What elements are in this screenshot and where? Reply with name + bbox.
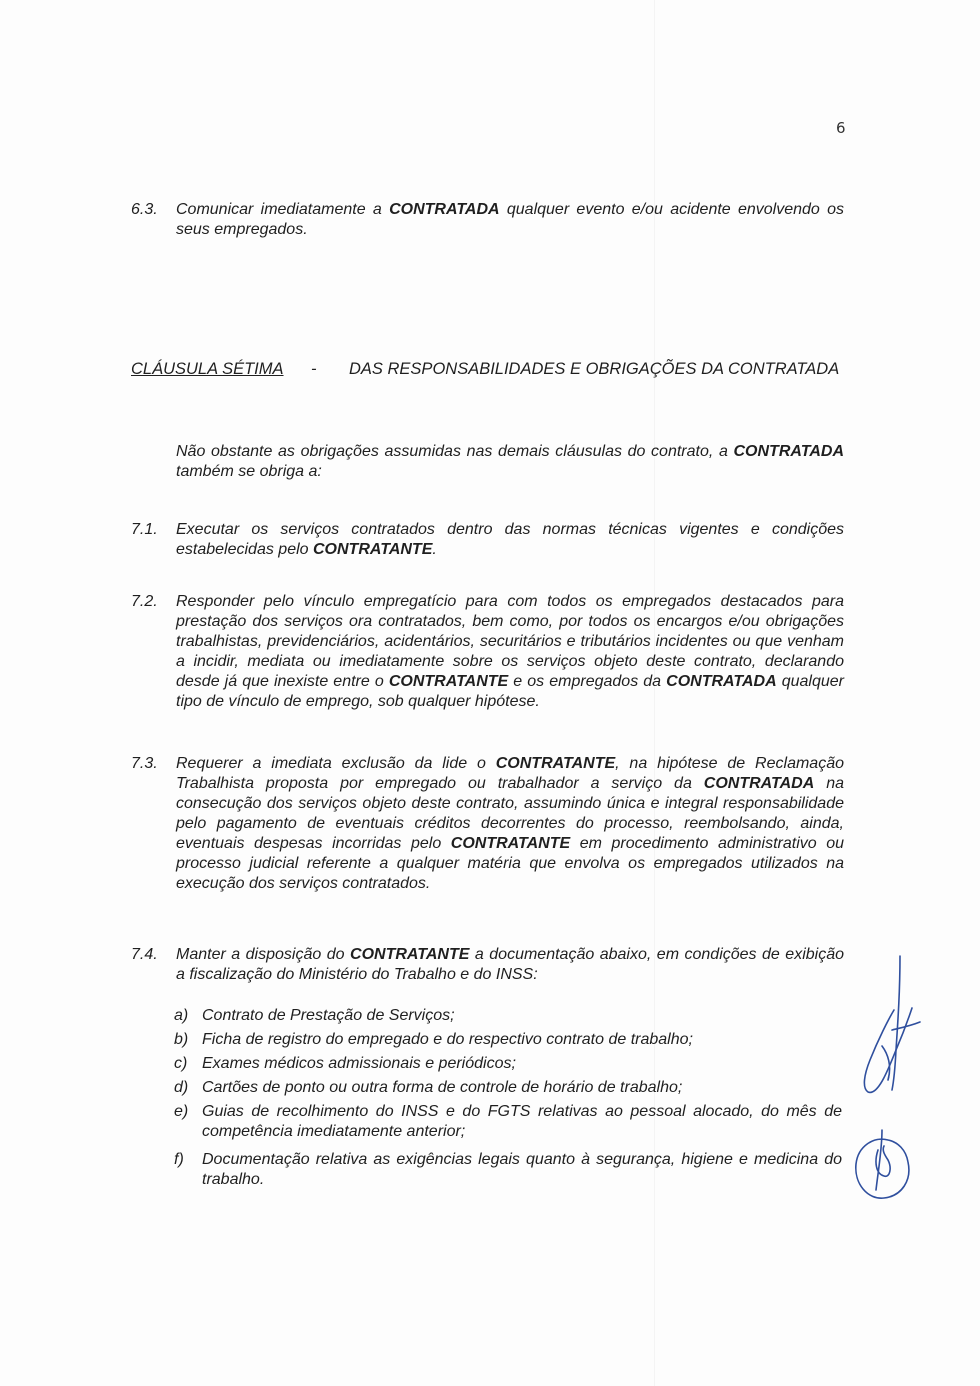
page-number: 6 xyxy=(836,119,846,137)
section-number-7-4: 7.4. xyxy=(131,946,158,963)
section-7-3-text: Requerer a imediata exclusão da lide o CONTRATANTE, na hipótese de Reclamação Trabalhista proposta por empregado ou trabalhador a serviço da CONTRATADA na consecução dos serviços objeto deste contrato, assumindo única e integral responsabilidade pelo pagamento de eventuais créditos decorrentes do processo, reembolsando, ainda, eventuais despesas incorridas pelo CONTRATANTE em procedimento administrativo ou processo judicial referente a qualquer matéria que envolva os empregados utilizados na execução dos serviços contratados. xyxy=(176,755,845,892)
section-7-1-text: Executar os serviços contratados dentro das normas técnicas vigentes e condições estabelecidas pelo CONTRATANTE. xyxy=(176,521,844,558)
clause-dash: - xyxy=(311,360,317,378)
section-6-3-text: Comunicar imediatamente a CONTRATADA qualquer evento e/ou acidente envolvendo os seus empregados. xyxy=(176,201,844,238)
handwritten-initials-signature xyxy=(848,950,928,1210)
document-page: 6 6.3. Comunicar imediatamente a CONTRATADA qualquer evento e/ou acidente envolvendo os seus empregados. CLÁUSULA SÉTIMA - DAS RESPONSABILIDADES E OBRIGAÇÕES DA CONTRATADA Não obstante as obrigações assumidas nas demais cláusulas do contrato, a CONTRATADA também se obriga a: 7.1. Executar os serviços contratados dentro das normas técnicas vigentes e condições estabelecidas pelo CONTRATANTE. 7.2. Responder pelo vínculo empregatício para com todos os empregados destacados para prestação dos serviços ora contratados, bem como, por todos os encargos e/ou obrigações trabalhistas, previdenciários, acidentários, securitários e tributários incidentes ou que venham a incidir, mediata ou imediatamente sobre os serviços objeto deste contrato, declarando desde já que inexiste entre o CONTRATANTE e os empregados da CONTRATADA qualquer tipo de vínculo de emprego, sob qualquer hipótese. 7.3. Requerer a imediata exclusão da lide o CONTRATANTE, na hipótese de Reclamação Trabalhista proposta por empregado ou trabalhador a serviço da CONTRATADA na consecução dos serviços objeto deste contrato, assumindo única e integral responsabilidade pelo pagamento de eventuais créditos decorrentes do processo, reembolsando, ainda, eventuais despesas incorridas pelo CONTRATANTE em procedimento administrativo ou processo judicial referente a qualquer matéria que envolva os empregados utilizados na execução dos serviços contratados. 7.4. Manter a disposição do CONTRATANTE a documentação abaixo, em condições de exibição a fiscalização do Ministério do Trabalho e do INSS: a) Contrato de Prestação de Serviços; b) Ficha de registro do empregado e do respectivo contrato de trabalho; c) Exames médicos admissionais e periódicos; d) Cartões de ponto ou outra forma de controle de horário de trabalho; e) Guias de recolhimento do INSS e do FGTS relativas ao pessoal alocado, do mês de competência imediatamente anterior; f) Documentação relativa as exigências legais quanto à segurança, higiene e medicina do trabalho. xyxy=(0,0,980,1386)
clause-title: CLÁUSULA SÉTIMA xyxy=(131,360,284,378)
section-number-7-2: 7.2. xyxy=(131,593,158,610)
section-number-7-1: 7.1. xyxy=(131,521,158,538)
section-7-2-text: Responder pelo vínculo empregatício para com todos os empregados destacados para prestação dos serviços ora contratados, bem como, por todos os encargos e/ou obrigações trabalhistas, previdenciários, acidentários, securitários e tributários incidentes ou que venham a incidir, mediata ou imediatamente sobre os serviços objeto deste contrato, declarando desde já que inexiste entre o CONTRATANTE e os empregados da CONTRATADA qualquer tipo de vínculo de emprego, sob qualquer hipótese. xyxy=(176,593,845,710)
section-7-4-text: Manter a disposição do CONTRATANTE a documentação abaixo, em condições de exibição a fiscalização do Ministério do Trabalho e do INSS: xyxy=(176,946,845,983)
section-number-7-3: 7.3. xyxy=(131,755,158,772)
section-number-6-3: 6.3. xyxy=(131,201,158,218)
clause-intro-text: Não obstante as obrigações assumidas nas demais cláusulas do contrato, a CONTRATADA também se obriga a: xyxy=(176,443,844,480)
clause-subtitle: DAS RESPONSABILIDADES E OBRIGAÇÕES DA CONTRATADA xyxy=(349,360,840,378)
